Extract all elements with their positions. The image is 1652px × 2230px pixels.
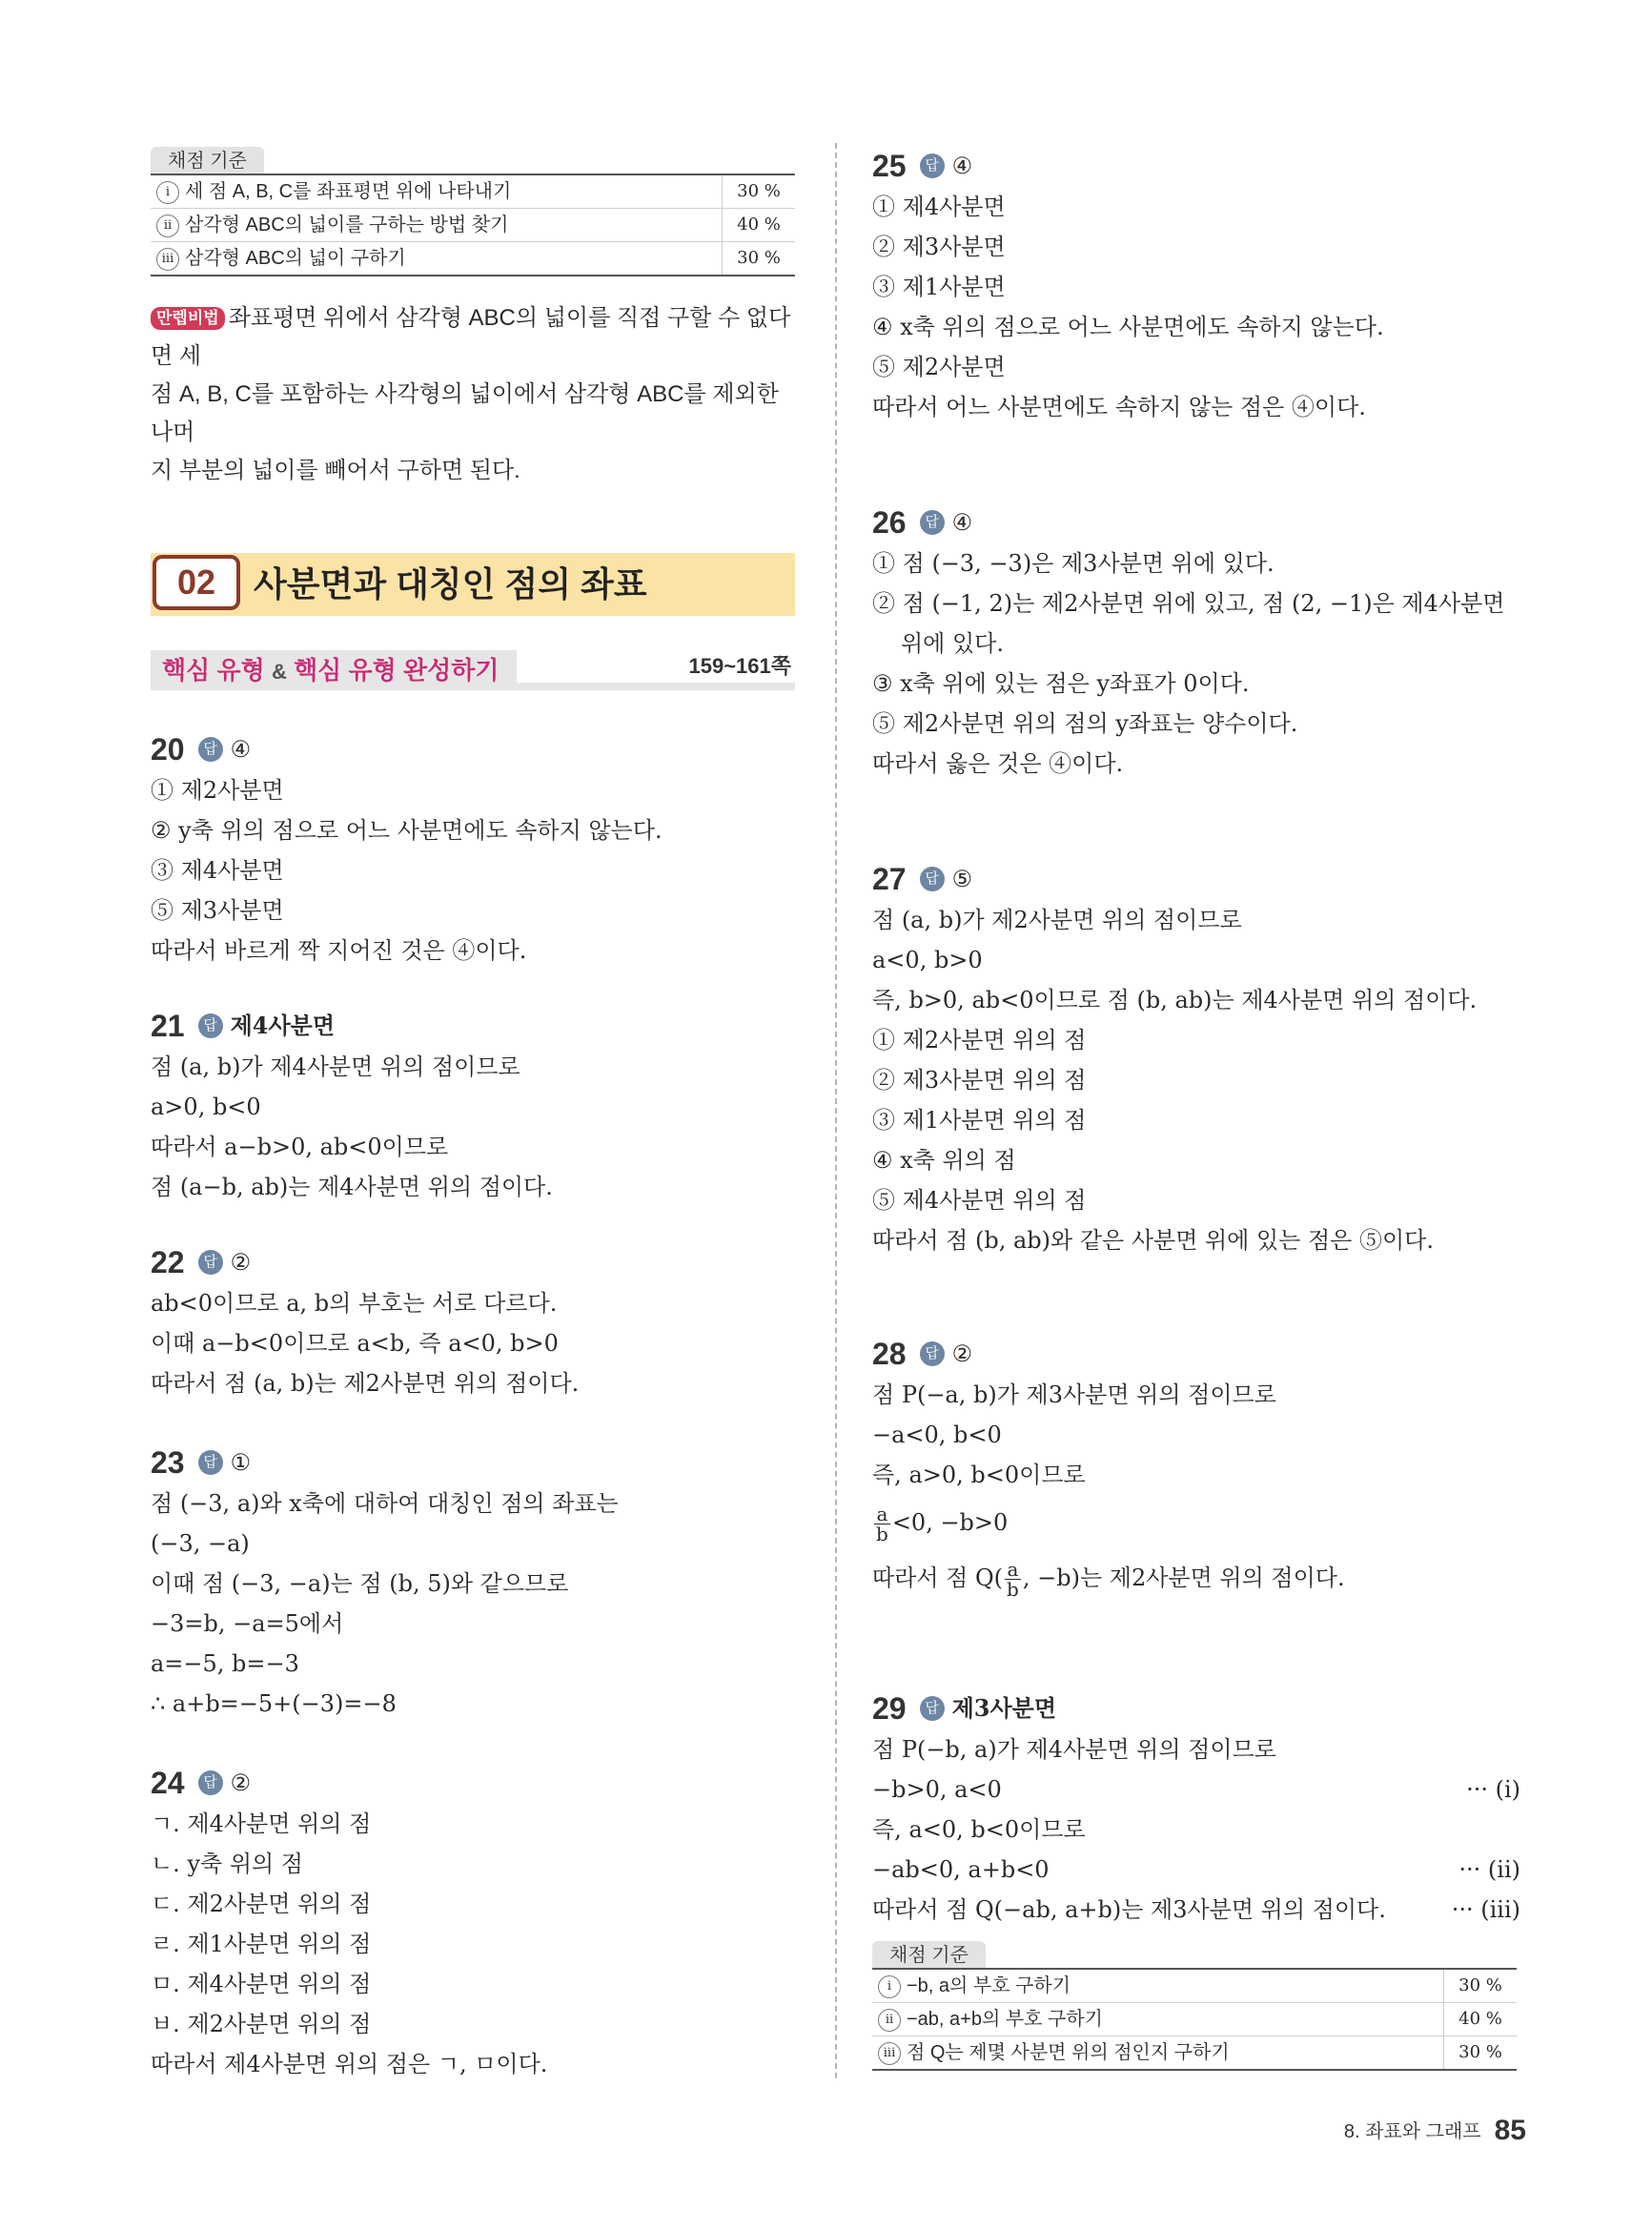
solution-line: 즉, a>0, b<0이므로 (872, 1462, 1086, 1488)
solution-line: 따라서 a−b>0, ab<0이므로 (151, 1134, 449, 1160)
solution-line: ① 제2사분면 (151, 777, 284, 804)
page-number: 85 (1494, 2115, 1526, 2146)
roman-numeral: i (878, 1975, 901, 1998)
solution-line: ⑤ 제3사분면 (151, 897, 284, 924)
question-number: 27 (872, 862, 907, 896)
answer: ② (951, 1340, 973, 1367)
question-22 (151, 1241, 799, 1403)
rubric-percent: 40 % (1458, 2009, 1502, 2029)
tip-badge: 만렙비법 (151, 307, 225, 330)
solution-line: ⑤ 제2사분면 (872, 354, 1006, 380)
answer: 제3사분면 (951, 1694, 1057, 1722)
solution-line: ③ x축 위에 있는 점은 y좌표가 0이다. (872, 670, 1250, 697)
solution-line: ② y축 위의 점으로 어느 사분면에도 속하지 않는다. (151, 817, 663, 844)
solution-line: ⑤ 제4사분면 위의 점 (872, 1187, 1087, 1214)
solution-line: ① 제2사분면 위의 점 (872, 1027, 1087, 1054)
solution-line: 따라서 옳은 것은 ④이다. (872, 750, 1124, 777)
section-title: 사분면과 대칭인 점의 좌표 (254, 564, 647, 604)
rubric-percent: 30 % (1458, 1975, 1502, 1995)
solution-line: 즉, b>0, ab<0이므로 점 (b, ab)는 제4사분면 위의 점이다. (872, 987, 1478, 1013)
solution-line: 점 (a, b)가 제2사분면 위의 점이므로 (872, 907, 1242, 933)
answer-badge: 답 (198, 1013, 223, 1038)
rubric-percent: 30 % (1458, 2042, 1502, 2062)
solution-line: $\frac{a}{b}$ <0, −b>0 (876, 1503, 1009, 1545)
answer: ② (230, 1249, 252, 1276)
rubric-table (872, 1968, 1517, 2071)
fraction: $\frac{a}{b}$ (876, 1503, 888, 1545)
solution-line: a>0, b<0 (151, 1094, 261, 1120)
solution-line: ㄷ. 제2사분면 위의 점 (151, 1891, 372, 1917)
solution-line: 즉, a<0, b<0이므로 (872, 1816, 1086, 1843)
solution-line: −b>0, a<0 ··· (i) (872, 1770, 1520, 1810)
rubric-row (151, 208, 795, 241)
rubric-percent: 30 % (737, 248, 781, 268)
solution-line: 위에 있다. (901, 630, 1004, 657)
rubric-row (872, 1970, 1517, 2002)
question-27 (872, 858, 1520, 1260)
rubric-tab: 채점 기준 (872, 1941, 986, 1968)
left-rubric (151, 147, 799, 276)
answer-badge: 답 (920, 1341, 945, 1366)
answer: ② (230, 1770, 252, 1796)
step-marker: ··· (ii) (1458, 1856, 1520, 1883)
solution-line: 점 P(−b, a)가 제4사분면 위의 점이므로 (872, 1736, 1276, 1763)
solution-line: ab<0이므로 a, b의 부호는 서로 다르다. (151, 1290, 558, 1317)
solution-line: ㄹ. 제1사분면 위의 점 (151, 1931, 372, 1957)
question-number: 23 (151, 1445, 185, 1480)
solution-line: ⑤ 제2사분면 위의 점의 y좌표는 양수이다. (872, 710, 1298, 737)
solution-line: ② 제3사분면 위의 점 (872, 1067, 1087, 1094)
rubric-text: 삼각형 ABC의 넓이 구하기 (185, 248, 406, 269)
question-26 (872, 501, 1520, 784)
solution-line: ㄴ. y축 위의 점 (151, 1851, 303, 1877)
subsection-banner (151, 646, 795, 694)
section-banner (151, 553, 795, 616)
question-20 (151, 728, 799, 971)
question-23 (151, 1442, 799, 1724)
solution-line: ② 점 (−1, 2)는 제2사분면 위에 있고, 점 (2, −1)은 제4사분면 (872, 590, 1505, 617)
rubric-text: 점 Q는 제몇 사분면 위의 점인지 구하기 (907, 2042, 1230, 2063)
question-number: 28 (872, 1337, 907, 1371)
rubric-percent: 40 % (737, 215, 781, 235)
rubric-table (151, 174, 795, 276)
fraction: $\frac{a}{b}$ (1007, 1558, 1019, 1601)
solution-line: ㅂ. 제2사분면 위의 점 (151, 2011, 372, 2037)
rubric-text: 삼각형 ABC의 넓이를 구하는 방법 찾기 (185, 215, 509, 235)
answer-badge: 답 (198, 1770, 223, 1795)
solution-line: 따라서 점 Q( $\frac{a}{b}$ , −b)는 제2사분면 위의 점이다. (872, 1558, 1345, 1601)
answer: ④ (951, 509, 973, 536)
answer: ④ (230, 736, 252, 763)
tip-line: 좌표평면 위에서 삼각형 ABC의 넓이를 직접 구할 수 없다면 세 (151, 305, 791, 369)
solution-line: 따라서 어느 사분면에도 속하지 않는 점은 ④이다. (872, 394, 1366, 420)
tip-line: 지 부분의 넓이를 빼어서 구하면 된다. (151, 458, 520, 483)
solution-line: ③ 제1사분면 위의 점 (872, 1107, 1087, 1134)
answer: 제4사분면 (230, 1012, 336, 1039)
solution-line: 점 P(−a, b)가 제3사분면 위의 점이므로 (872, 1381, 1276, 1408)
question-number: 26 (872, 505, 907, 540)
answer-badge: 답 (198, 737, 223, 762)
answer-badge: 답 (198, 1250, 223, 1275)
roman-numeral: i (156, 181, 179, 204)
roman-numeral: iii (878, 2042, 901, 2065)
solution-line: 이때 점 (−3, −a)는 점 (b, 5)와 같으므로 (151, 1570, 569, 1597)
solution-line: ④ x축 위의 점 (872, 1147, 1016, 1174)
column-divider (835, 143, 837, 2078)
answer: ④ (951, 153, 973, 179)
solution-line: 이때 a−b<0이므로 a<b, 즉 a<0, b>0 (151, 1330, 559, 1357)
answer-badge: 답 (920, 153, 945, 178)
right-rubric (872, 1941, 1520, 2071)
answer-badge: 답 (920, 1696, 945, 1721)
page-footer (1344, 2115, 1526, 2147)
rubric-percent: 30 % (737, 181, 781, 201)
solution-line: ④ x축 위의 점으로 어느 사분면에도 속하지 않는다. (872, 314, 1384, 340)
solution-line: 따라서 바르게 짝 지어진 것은 ④이다. (151, 937, 527, 964)
solution-line: −ab<0, a+b<0 ··· (ii) (872, 1850, 1520, 1890)
subsection-title: 핵심 유형 & 핵심 유형 완성하기 (151, 650, 517, 690)
solution-line: ② 제3사분면 (872, 234, 1006, 260)
rubric-row (872, 2036, 1517, 2069)
question-21 (151, 1005, 799, 1207)
solution-line: 점 (−3, a)와 x축에 대하여 대칭인 점의 좌표는 (151, 1490, 619, 1517)
solution-line: (−3, −a) (151, 1530, 250, 1557)
chapter-label: 8. 좌표와 그래프 (1343, 2121, 1481, 2142)
roman-numeral: ii (878, 2009, 901, 2032)
rubric-text: −b, a의 부호 구하기 (907, 1975, 1071, 1996)
solution-line: ① 제4사분면 (872, 194, 1006, 220)
solution-line: a<0, b>0 (872, 947, 983, 973)
roman-numeral: ii (156, 215, 179, 237)
answer-badge: 답 (198, 1450, 223, 1475)
solution-line: 따라서 점 Q(−ab, a+b)는 제3사분면 위의 점이다. ··· (iii) (872, 1890, 1520, 1930)
solution-line: 점 (a, b)가 제4사분면 위의 점이므로 (151, 1054, 520, 1080)
tip-line: 점 A, B, C를 포함하는 사각형의 넓이에서 삼각형 ABC를 제외한 나머 (151, 381, 779, 445)
answer-badge: 답 (920, 867, 945, 891)
rubric-row (151, 241, 795, 275)
answer: ⑤ (951, 866, 973, 892)
solution-line: ① 점 (−3, −3)은 제3사분면 위에 있다. (872, 550, 1275, 577)
subsection-pages: 159~161쪽 (688, 654, 791, 678)
question-number: 22 (151, 1245, 185, 1279)
solution-line: ∴ a+b=−5+(−3)=−8 (151, 1690, 397, 1717)
rubric-text: −ab, a+b의 부호 구하기 (907, 2009, 1103, 2030)
question-24 (151, 1762, 799, 2084)
section-number: 02 (153, 555, 240, 610)
step-marker: ··· (iii) (1451, 1896, 1520, 1923)
rubric-tab: 채점 기준 (151, 147, 264, 174)
solution-line: 따라서 제4사분면 위의 점은 ㄱ, ㅁ이다. (151, 2051, 548, 2077)
rubric-row (151, 175, 795, 208)
solution-line: −3=b, −a=5에서 (151, 1610, 344, 1637)
solution-line: ③ 제1사분면 (872, 274, 1006, 300)
answer-badge: 답 (920, 510, 945, 535)
tip-box (151, 299, 799, 490)
question-number: 21 (151, 1009, 185, 1043)
rubric-text: 세 점 A, B, C를 좌표평면 위에 나타내기 (185, 181, 512, 202)
question-number: 29 (872, 1691, 907, 1726)
question-number: 25 (872, 149, 907, 183)
solution-line: 따라서 점 (a, b)는 제2사분면 위의 점이다. (151, 1370, 580, 1397)
step-marker: ··· (i) (1466, 1776, 1520, 1803)
question-29 (872, 1688, 1520, 2071)
answer: ① (230, 1449, 252, 1476)
question-28 (872, 1333, 1520, 1606)
rubric-row (872, 2002, 1517, 2036)
solution-line: ③ 제4사분면 (151, 857, 284, 884)
solution-line: ㄱ. 제4사분면 위의 점 (151, 1811, 372, 1837)
solution-line: −a<0, b<0 (872, 1422, 1002, 1448)
question-25 (872, 145, 1520, 427)
solution-line: a=−5, b=−3 (151, 1650, 299, 1677)
solution-line: 따라서 점 (b, ab)와 같은 사분면 위에 있는 점은 ⑤이다. (872, 1227, 1434, 1254)
question-number: 24 (151, 1766, 185, 1800)
solution-line: ㅁ. 제4사분면 위의 점 (151, 1971, 372, 1997)
question-number: 20 (151, 732, 185, 767)
roman-numeral: iii (156, 248, 179, 271)
solution-line: 점 (a−b, ab)는 제4사분면 위의 점이다. (151, 1174, 553, 1200)
